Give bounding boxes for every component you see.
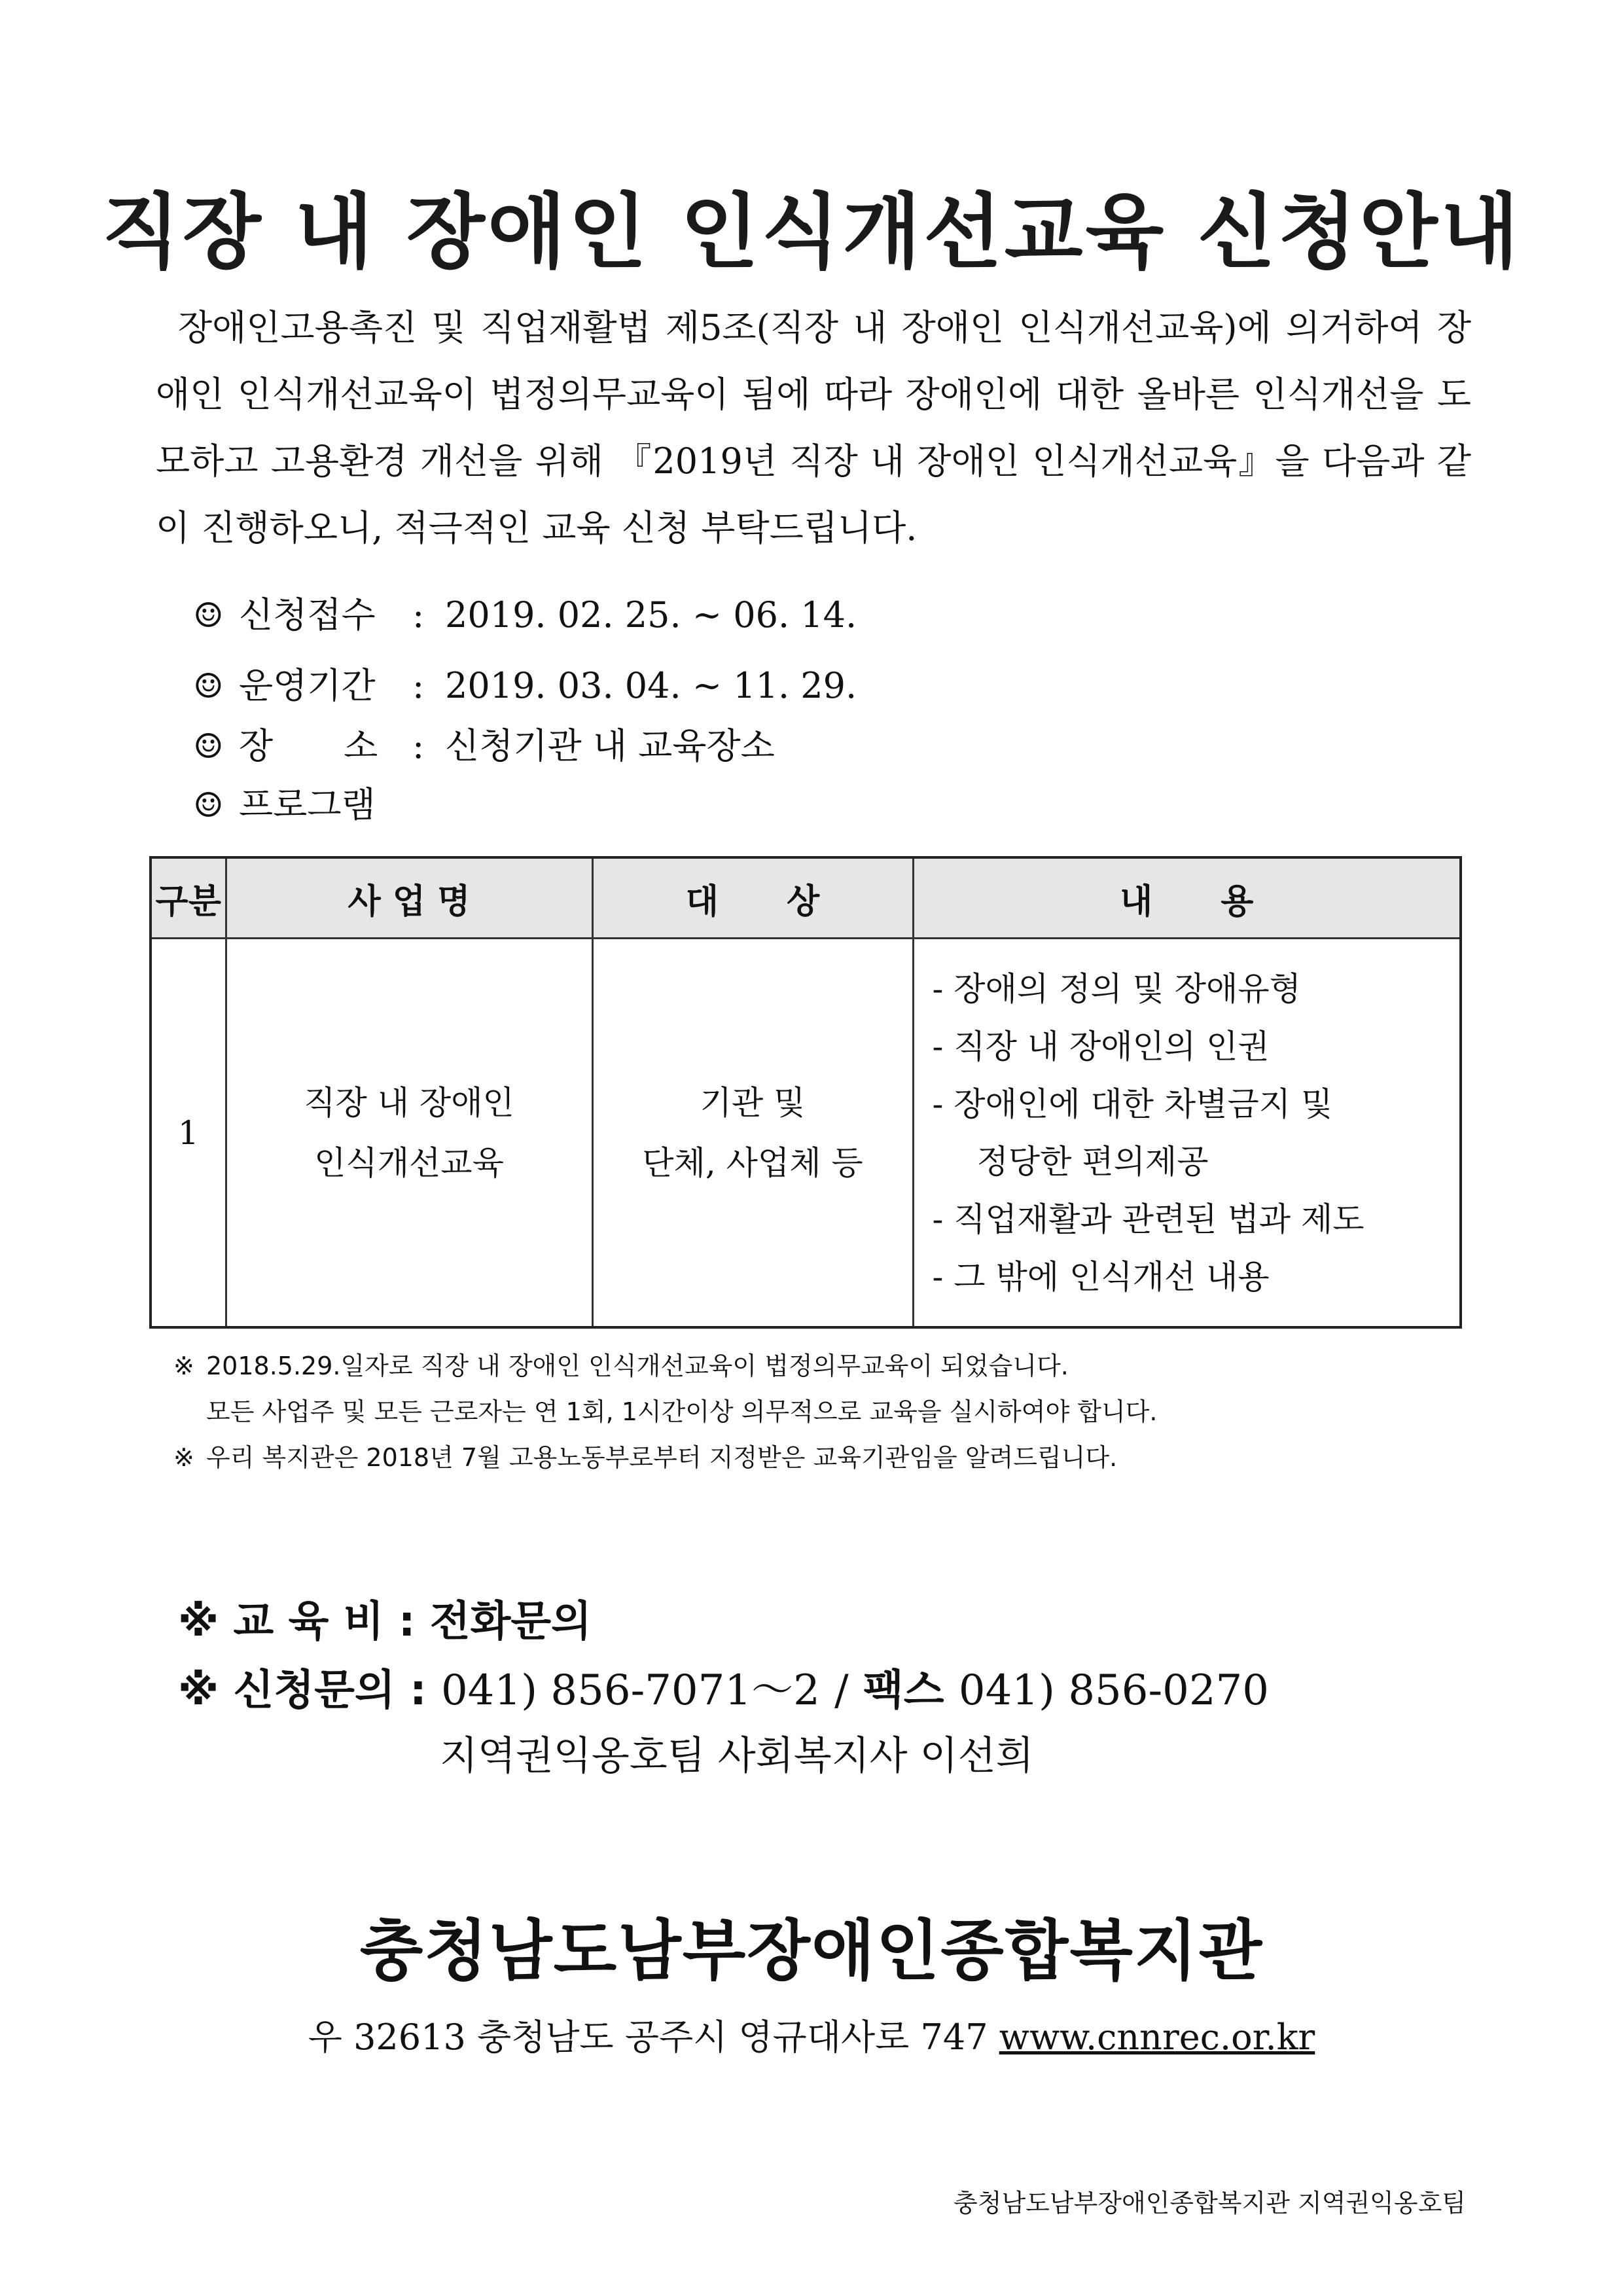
separator: / bbox=[834, 1666, 849, 1715]
fax-number: 041) 856-0270 bbox=[958, 1666, 1269, 1715]
cell-program-name bbox=[226, 939, 592, 1328]
info-item-program bbox=[193, 776, 376, 834]
content-item: - 장애인에 대한 차별금지 및 bbox=[932, 1085, 1333, 1123]
intro-paragraph bbox=[156, 295, 1471, 562]
note-text: 우리 복지관은 2018년 7월 고용노동부로부터 지정받은 교육기관임을 알려드립니다. bbox=[206, 1443, 1118, 1472]
header-program-name: 사 업 명 bbox=[226, 857, 592, 939]
contact-person: 지역권익옹호팀 사회복지사 이선희 bbox=[440, 1733, 1034, 1779]
header-target: 대 상 bbox=[592, 857, 913, 939]
reference-mark-icon: ※ bbox=[173, 1352, 194, 1380]
header-category: 구분 bbox=[151, 857, 226, 939]
content-item: - 직업재활과 관련된 법과 제도 bbox=[932, 1200, 1364, 1238]
info-label: 신청접수 bbox=[239, 594, 376, 636]
intro-text: 장애인고용촉진 및 직업재활법 제5조(직장 내 장애인 인식개선교육)에 의거하여 장애인 인식개선교육이 법정의무교육이 됨에 따라 장애인에 대한 올바른 인식개선을 도모하고 고용환경 개선을 위해 『2019년 직장 내 장애인 인식개선교육』을 다음과 같이 진행하오니, 적극적인 교육 신청 부탁드립니다. bbox=[156, 307, 1471, 548]
smiley-icon: ☺ bbox=[193, 786, 224, 825]
education-fee bbox=[178, 1589, 592, 1655]
smiley-icon: ☺ bbox=[193, 727, 224, 766]
fee-label: 교 육 비 : bbox=[233, 1598, 416, 1646]
reference-mark-icon: ※ bbox=[178, 1666, 219, 1715]
info-label: 장 소 bbox=[239, 725, 378, 766]
inquiry-label: 신청문의 : bbox=[233, 1666, 427, 1715]
fee-value: 전화문의 bbox=[429, 1598, 592, 1646]
address-text: 우 32613 충청남도 공주시 영규대사로 747 bbox=[308, 2017, 988, 2058]
footer-text: 충청남도남부장애인종합복지관 지역권익옹호팀 bbox=[954, 2189, 1466, 2217]
info-item-location: ☺ 장 소 : 신청기관 내 교육장소 bbox=[193, 717, 775, 776]
info-item-operation-period: ☺ 운영기간 : 2019. 03. 04. ~ 11. 29. bbox=[193, 656, 857, 715]
phone-number: 041) 856-7071～2 bbox=[440, 1666, 820, 1715]
info-item-application-period: ☺ 신청접수 : 2019. 02. 25. ~ 06. 14. bbox=[193, 586, 857, 645]
info-value: 2019. 03. 04. ~ 11. 29. bbox=[445, 665, 857, 706]
page-title: 직장 내 장애인 인식개선교육 신청안내 bbox=[101, 185, 1522, 279]
note-line bbox=[173, 1345, 1069, 1387]
cell-number: 1 bbox=[151, 939, 226, 1328]
table-header-row bbox=[151, 857, 1461, 939]
note-text: 2018.5.29.일자로 직장 내 장애인 인식개선교육이 법정의무교육이 되었습니다. bbox=[206, 1352, 1069, 1380]
info-label: 프로그램 bbox=[239, 784, 376, 825]
info-label: 운영기간 bbox=[239, 665, 376, 706]
content-item: - 그 밖에 인식개선 내용 bbox=[932, 1257, 1270, 1296]
info-value: 2019. 02. 25. ~ 06. 14. bbox=[445, 594, 857, 636]
note-text: 모든 사업주 및 모든 근로자는 연 1회, 1시간이상 의무적으로 교육을 실시하여야 합니다. bbox=[206, 1397, 1158, 1426]
cell-content bbox=[913, 939, 1461, 1328]
website-link[interactable]: www.cnnrec.or.kr bbox=[999, 2017, 1315, 2058]
address-line bbox=[0, 2009, 1623, 2060]
header-content: 내 용 bbox=[913, 857, 1461, 939]
program-table bbox=[149, 856, 1462, 1329]
fax-label: 팩스 bbox=[863, 1666, 944, 1715]
reference-mark-icon: ※ bbox=[173, 1443, 194, 1472]
info-value: 신청기관 내 교육장소 bbox=[445, 725, 775, 766]
content-item: - 직장 내 장애인의 인권 bbox=[932, 1027, 1270, 1066]
target-line: 단체, 사업체 등 bbox=[642, 1143, 863, 1182]
target-line: 기관 및 bbox=[700, 1083, 806, 1122]
reference-mark-icon: ※ bbox=[178, 1598, 219, 1646]
program-name-line: 직장 내 장애인 bbox=[304, 1083, 514, 1122]
program-name-line: 인식개선교육 bbox=[314, 1143, 504, 1182]
smiley-icon: ☺ bbox=[193, 596, 224, 636]
content-item: 정당한 편의제공 bbox=[976, 1142, 1209, 1181]
content-item: - 장애의 정의 및 장애유형 bbox=[932, 969, 1301, 1008]
note-line bbox=[173, 1437, 1117, 1479]
application-inquiry bbox=[178, 1658, 1269, 1723]
organization-name: 충청남도남부장애인종합복지관 bbox=[359, 1912, 1264, 1989]
table-row bbox=[151, 939, 1461, 1328]
note-line bbox=[173, 1391, 1157, 1433]
smiley-icon: ☺ bbox=[193, 667, 224, 706]
cell-target bbox=[592, 939, 913, 1328]
